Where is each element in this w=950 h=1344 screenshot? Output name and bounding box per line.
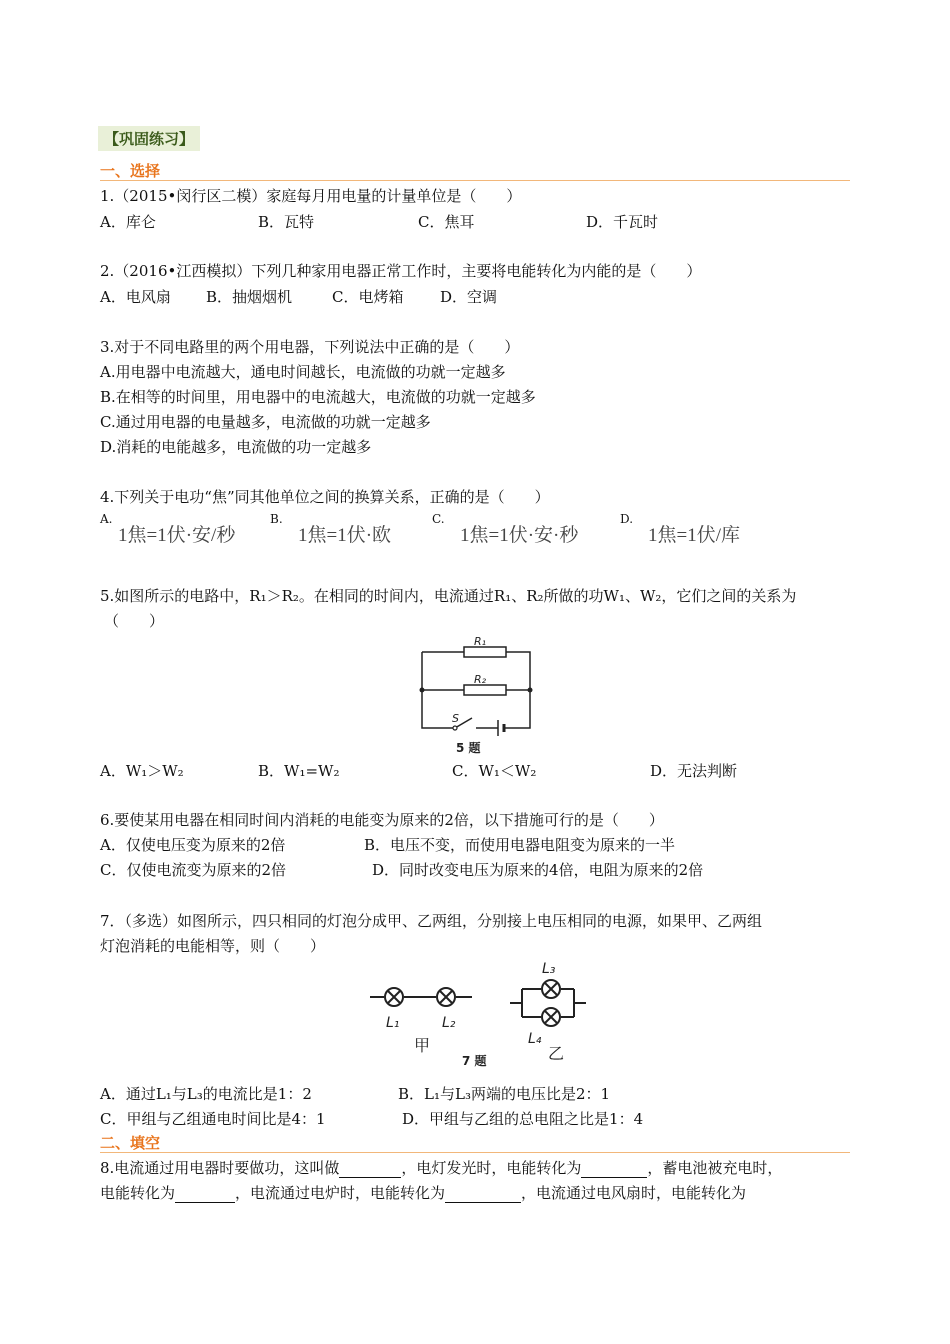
label-switch: S (452, 712, 459, 725)
label-l2: L₂ (442, 1015, 456, 1031)
q3-option-d: D.消耗的电能越多，电流做的功一定越多 (100, 438, 372, 456)
q1-option-d: D．千瓦时 (586, 213, 659, 231)
q8-text-2: ，电灯发光时，电能转化为 (401, 1159, 582, 1177)
q2-option-a: A．电风扇 (100, 288, 171, 306)
q4-option-c-letter: C. (432, 512, 445, 526)
question-2-stem: 2.（2016•江西模拟）下列几种家用电器正常工作时，主要将电能转化为内能的是（ ） (100, 262, 702, 280)
figure-7-caption: 7 题 (462, 1054, 487, 1068)
question-4-stem: 4.下列关于电功“焦”同其他单位之间的换算关系，正确的是（ ） (100, 488, 550, 506)
label-l4: L₄ (528, 1031, 542, 1047)
q5-option-b: B．W₁=W₂ (258, 762, 340, 780)
q3-option-c: C.通过用电器的电量越多，电流做的功就一定越多 (100, 413, 431, 431)
q8-text-4: 电能转化为 (100, 1184, 176, 1202)
question-1-stem: 1.（2015•闵行区二模）家庭每月用电量的计量单位是（ ） (100, 187, 522, 205)
q8-text-5: ，电流通过电炉时，电能转化为 (235, 1184, 446, 1202)
q1-option-a: A．库仑 (100, 213, 156, 231)
q8-text-1: 8.电流通过用电器时要做功，这叫做 (100, 1159, 340, 1177)
circuit-diagram-5 (410, 636, 540, 758)
q3-option-a: A.用电器中电流越大，通电时间越长，电流做的功就一定越多 (100, 363, 506, 381)
q8-blank-4[interactable] (445, 1188, 521, 1203)
q8-text-3: ，蓄电池被充电时， (647, 1159, 783, 1177)
section-tag: 【巩固练习】 (98, 126, 200, 151)
question-8-line-2 (100, 1182, 746, 1203)
label-r1: R₁ (474, 636, 487, 648)
q4-option-b-letter: B. (270, 512, 283, 526)
label-l3: L₃ (542, 961, 556, 977)
label-l1: L₁ (386, 1015, 400, 1031)
q6-option-b: B．电压不变，而使用电器电阻变为原来的一半 (364, 836, 676, 854)
q8-text-6: ，电流通过电风扇时，电能转化为 (521, 1184, 747, 1202)
label-r2: R₂ (474, 673, 487, 686)
q7-option-a: A．通过L₁与L₃的电流比是1：2 (100, 1085, 312, 1103)
q7-option-d: D．甲组与乙组的总电阻之比是1：4 (402, 1110, 644, 1128)
q4-option-a-formula: 1焦=1伏·安/秒 (118, 525, 236, 546)
question-5-stem-cont: （ ） (104, 612, 165, 630)
q2-option-c: C．电烤箱 (332, 288, 404, 306)
q8-blank-1[interactable] (339, 1163, 401, 1178)
figure-5-caption: 5 题 (456, 741, 481, 755)
q2-option-d: D．空调 (440, 288, 498, 306)
label-yi: 乙 (548, 1044, 565, 1063)
q6-option-c: C．仅使电流变为原来的2倍 (100, 861, 287, 879)
q1-option-b: B．瓦特 (258, 213, 315, 231)
resistor-r2 (464, 685, 506, 695)
question-3-stem: 3.对于不同电路里的两个用电器，下列说法中正确的是（ ） (100, 338, 520, 356)
q8-blank-3[interactable] (175, 1188, 235, 1203)
q4-option-b-formula: 1焦=1伏·欧 (298, 525, 392, 546)
question-5-stem: 5.如图所示的电路中，R₁＞R₂。在相同的时间内，电流通过R₁、R₂所做的功W₁、W₂，它们之间的关系为 (100, 587, 797, 605)
question-7-stem-cont: 灯泡消耗的电能相等，则（ ） (100, 937, 326, 955)
section-divider (100, 180, 850, 181)
q5-option-c: C．W₁＜W₂ (452, 762, 537, 780)
q4-option-c-formula: 1焦=1伏·安·秒 (460, 525, 579, 546)
question-8-line-1 (100, 1157, 782, 1178)
q3-option-b: B.在相等的时间里，用电器中的电流越大，电流做的功就一定越多 (100, 388, 536, 406)
section-heading-choice: 一、选择 (100, 162, 161, 180)
section-divider (100, 1152, 850, 1153)
q6-option-d: D．同时改变电压为原来的4倍，电阻为原来的2倍 (372, 861, 704, 879)
question-6-stem: 6.要使某用电器在相同时间内消耗的电能变为原来的2倍，以下措施可行的是（ ） (100, 811, 664, 829)
resistor-r1 (464, 647, 506, 657)
q7-option-b: B．L₁与L₃两端的电压比是2：1 (398, 1085, 611, 1103)
q1-option-c: C．焦耳 (418, 213, 475, 231)
q5-option-d: D．无法判断 (650, 762, 738, 780)
section-heading-fill: 二、填空 (100, 1134, 161, 1152)
q4-option-d-formula: 1焦=1伏/库 (648, 525, 740, 546)
q7-option-c: C．甲组与乙组通电时间比是4：1 (100, 1110, 326, 1128)
q4-option-d-letter: D. (620, 512, 634, 526)
q5-option-a: A．W₁＞W₂ (100, 762, 184, 780)
q2-option-b: B．抽烟烟机 (206, 288, 293, 306)
question-7-stem: 7．（多选）如图所示，四只相同的灯泡分成甲、乙两组，分别接上电压相同的电源，如果甲、乙两组 (100, 912, 763, 930)
q6-option-a: A．仅使电压变为原来的2倍 (100, 836, 286, 854)
q8-blank-2[interactable] (581, 1163, 647, 1178)
label-jia: 甲 (414, 1036, 431, 1055)
lamp-diagram-7 (370, 955, 600, 1075)
q4-option-a-letter: A. (100, 512, 113, 526)
